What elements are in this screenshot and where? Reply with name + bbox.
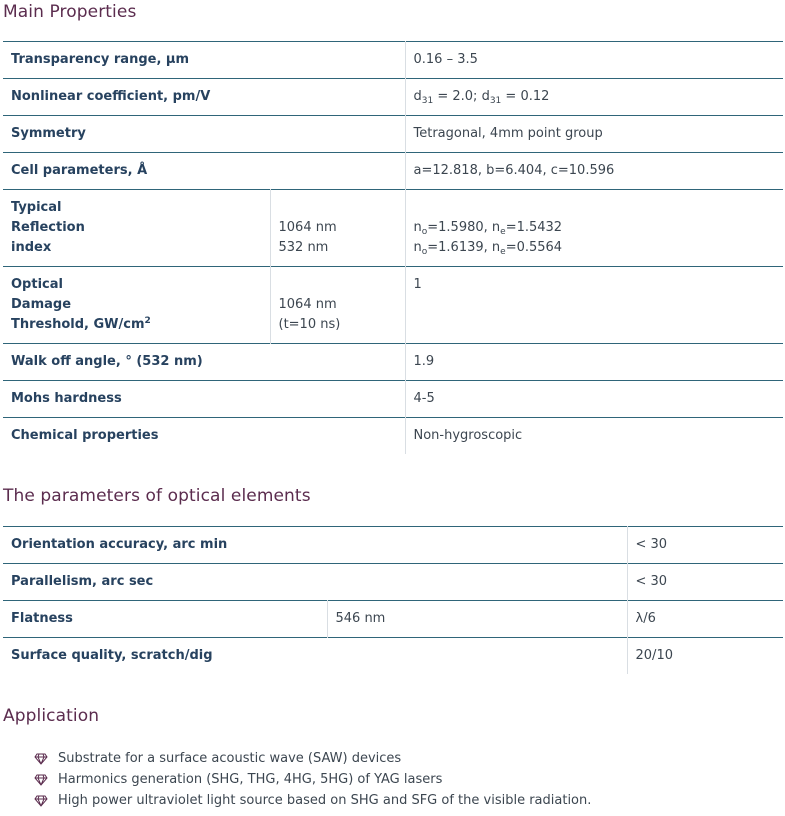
nonlinear-value: $d_{31} = 2.0$; $d_{31} = 0.12$ [405, 79, 783, 116]
walkoff-value: 1.9 [405, 344, 783, 381]
symmetry-label: Symmetry [11, 126, 86, 141]
damage-label: Optical Damage Threshold, $GW/cm^2$ [11, 277, 151, 332]
nonlinear-label: Nonlinear coefficient, pm/V [11, 89, 211, 104]
main-properties-title: Main Properties [3, 2, 137, 22]
diamond-icon [34, 795, 48, 807]
table-row [3, 42, 783, 79]
diamond-icon [34, 774, 48, 786]
surface-label: Surface quality, scratch/dig [11, 648, 213, 663]
orientation-label: Orientation accuracy, arc min [11, 537, 228, 552]
cell-label: Cell parameters, Å [11, 163, 148, 178]
table-row [3, 344, 783, 381]
optical-elements-title: The parameters of optical elements [3, 486, 311, 506]
application-title: Application [3, 706, 100, 726]
list-item: Substrate for a surface acoustic wave (SAW) devices [34, 748, 591, 769]
table-row [3, 153, 783, 190]
main-properties-table [3, 41, 783, 454]
flatness-wavelength: 546 nm [327, 601, 627, 638]
table-row [3, 564, 783, 601]
chemical-label: Chemical properties [11, 428, 159, 443]
cell-value: a=12.818, b=6.404, c=10.596 [405, 153, 783, 190]
damage-value: 1 [405, 267, 783, 344]
table-row [3, 418, 783, 455]
reflection-label: Typical Reflection index [11, 200, 85, 255]
chemical-value: Non-hygroscopic [405, 418, 783, 455]
reflection-values: $n_o=1.5980$, $n_e=1.5432$ $n_o=1.6139$, $n_e=0.5564$ [405, 190, 783, 267]
transparency-value: 0.16 – 3.5 [405, 42, 783, 79]
damage-conditions: 1064 nm (t=10 ns) [270, 267, 405, 344]
table-row [3, 381, 783, 418]
list-item: High power ultraviolet light source based on SHG and SFG of the visible radiation. [34, 790, 591, 811]
walkoff-label: Walk off angle, ° (532 nm) [11, 354, 203, 369]
application-list [34, 748, 591, 811]
mohs-label: Mohs hardness [11, 391, 122, 406]
mohs-value: 4-5 [405, 381, 783, 418]
orientation-value: < 30 [627, 527, 783, 564]
table-row [3, 79, 783, 116]
table-row [3, 638, 783, 675]
parallelism-value: < 30 [627, 564, 783, 601]
table-row [3, 190, 783, 267]
parallelism-label: Parallelism, arc sec [11, 574, 154, 589]
table-row [3, 267, 783, 344]
list-item: Harmonics generation (SHG, THG, 4HG, 5HG) of YAG lasers [34, 769, 591, 790]
table-row [3, 116, 783, 153]
table-row [3, 601, 783, 638]
reflection-wavelengths: 1064 nm 532 nm [270, 190, 405, 267]
table-row [3, 527, 783, 564]
diamond-icon [34, 753, 48, 765]
symmetry-value: Tetragonal, 4mm point group [405, 116, 783, 153]
transparency-label: Transparency range, µm [11, 52, 190, 67]
optical-elements-table [3, 526, 783, 674]
flatness-value: λ/6 [627, 601, 783, 638]
surface-value: 20/10 [627, 638, 783, 675]
flatness-label: Flatness [11, 611, 73, 626]
